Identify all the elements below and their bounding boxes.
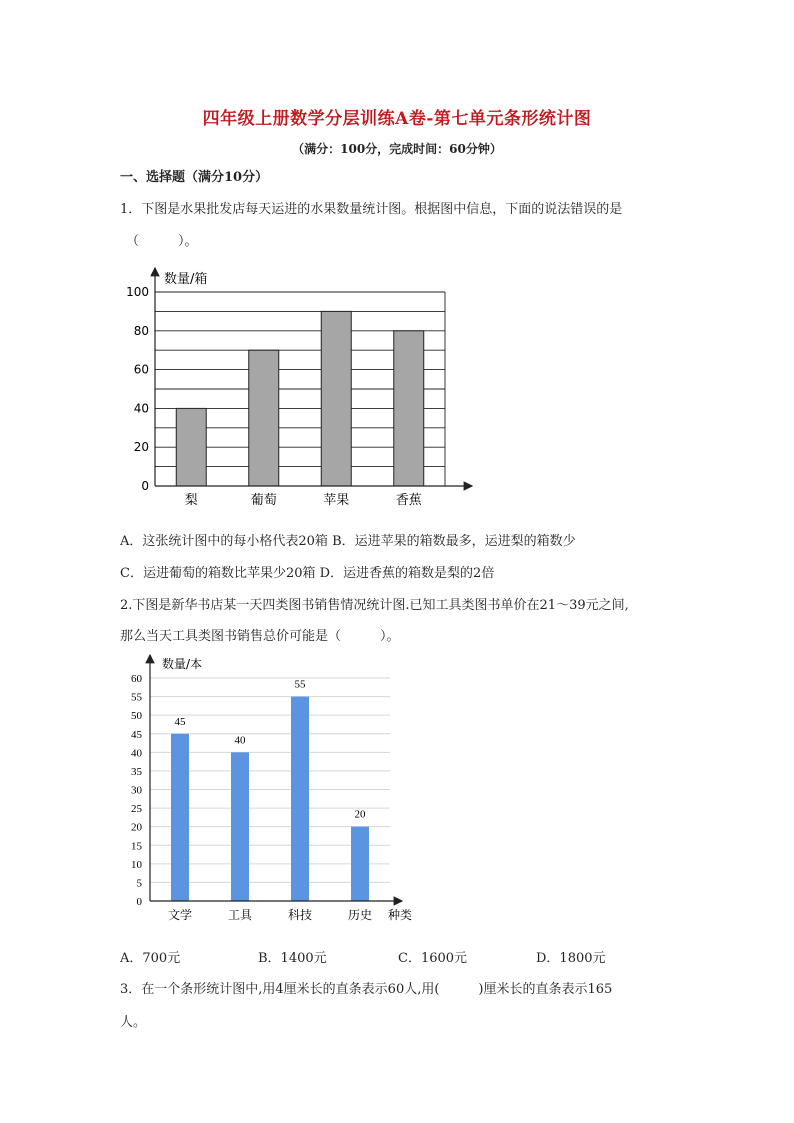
y-axis-label: 数量/本 [162,657,203,671]
q2-option-b: B．1400元 [258,951,327,966]
bar [351,827,369,901]
y-tick-label: 55 [131,691,142,704]
q2-option-c: C．1600元 [398,951,468,966]
page-title: 四年级上册数学分层训练A卷-第七单元条形统计图 [202,109,592,129]
x-tick-label: 历史 [347,908,373,922]
y-tick-label: 25 [131,803,142,816]
bar [321,311,351,486]
q3-stem-line1: 3．在一个条形统计图中,用4厘米长的直条表示60人,用( )厘米长的直条表示165 [120,982,613,997]
y-tick-label: 60 [133,362,149,377]
y-tick-label: 15 [131,840,142,853]
y-tick-label: 5 [136,877,142,890]
y-tick-label: 0 [136,896,142,908]
y-tick-label: 45 [131,728,142,741]
data-label: 45 [174,715,186,728]
q1-option-ab: A．这张统计图中的每小格代表20箱 B．运进苹果的箱数最多，运进梨的箱数少 [120,534,576,549]
data-label: 20 [354,808,366,821]
data-label: 55 [294,678,306,691]
bar [176,408,206,486]
y-tick-label: 100 [126,285,149,299]
q1-stem-line2: （ ）。 [126,234,198,249]
q2-stem-line1: 2.下图是新华书店某一天四类图书销售情况统计图.已知工具类图书单价在21～39元之间, [120,598,629,613]
y-tick-label: 40 [131,747,142,760]
y-tick-label: 20 [131,821,142,834]
bar [394,331,424,486]
y-tick-label: 35 [131,765,142,778]
x-tick-label: 苹果 [323,493,350,508]
y-tick-label: 0 [141,479,149,493]
q2-option-d: D．1800元 [536,951,606,966]
bar [291,697,309,901]
q1-stem-line1: 1．下图是水果批发店每天运进的水果数量统计图。根据图中信息，下面的说法错误的是 [120,202,623,217]
bar [249,350,279,486]
y-axis-label: 数量/箱 [164,272,208,287]
x-tick-label: 葡萄 [250,493,277,508]
y-tick-label: 10 [131,858,142,871]
x-axis-label: 种类 [388,908,413,922]
section-heading-choice: 一、选择题（满分10分） [120,170,269,185]
x-tick-label: 文学 [167,908,193,922]
x-tick-label: 科技 [287,908,313,922]
q2-stem-line2: 那么当天工具类图书销售总价可能是（ ）。 [120,629,400,644]
bar [231,752,249,901]
q1-option-cd: C．运进葡萄的箱数比苹果少20箱 D．运进香蕉的箱数是梨的2倍 [120,566,495,581]
x-tick-label: 梨 [184,493,198,508]
x-tick-label: 香蕉 [395,493,422,508]
y-tick-label: 80 [133,323,149,338]
y-tick-label: 30 [131,784,142,797]
x-tick-label: 工具 [227,908,253,922]
y-tick-label: 20 [133,440,149,455]
y-tick-label: 50 [131,710,142,723]
chart-fruit-boxes [120,262,490,512]
chart-book-sales [120,650,430,930]
data-label: 40 [234,734,246,747]
bar [171,734,189,901]
page-subtitle: （满分：100分，完成时间：60分钟） [292,142,502,156]
y-tick-label: 40 [133,401,149,416]
q3-stem-line2: 人。 [120,1015,147,1030]
q2-option-a: A．700元 [120,951,181,966]
y-tick-label: 60 [131,673,142,685]
